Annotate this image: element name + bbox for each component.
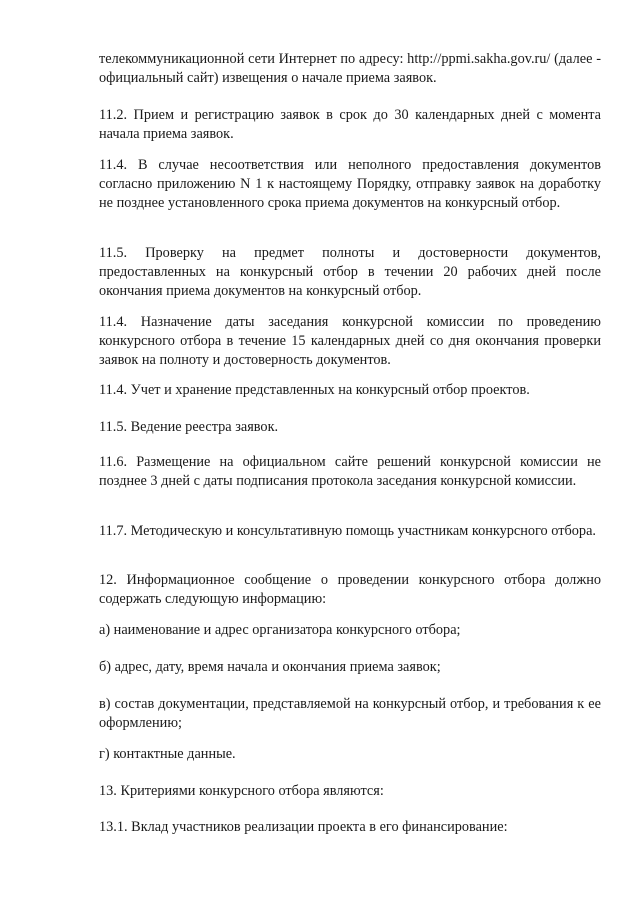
- paragraph-11-5-b: 11.5. Ведение реестра заявок.: [99, 419, 279, 435]
- paragraph-13: 13. Критериями конкурсного отбора являются:: [99, 783, 384, 799]
- paragraph-12-v: в) состав документации, представляемой на конкурсный отбор, и требования к ее оформлению;: [99, 696, 601, 731]
- paragraph-11-4-c: 11.4. Учет и хранение представленных на конкурсный отбор проектов.: [99, 382, 530, 398]
- paragraph-11-4-a: 11.4. В случае несоответствия или неполного предоставления документов согласно приложению N 1 к настоящему Порядку, отправку заявок на доработку не позднее установленного срока приема документов на конкурсный отбор.: [99, 157, 601, 211]
- paragraph-11-6: 11.6. Размещение на официальном сайте решений конкурсной комиссии не позднее 3 дней с даты подписания протокола заседания конкурсной комиссии.: [99, 454, 601, 489]
- paragraph-12: 12. Информационное сообщение о проведении конкурсного отбора должно содержать следующую информацию:: [99, 572, 601, 607]
- paragraph-12-g: г) контактные данные.: [99, 746, 236, 762]
- paragraph-intro: телекоммуникационной сети Интернет по адресу: http://ppmi.sakha.gov.ru/ (далее - официальный сайт) извещения о начале приема заявок.: [99, 51, 601, 86]
- paragraph-12-a: а) наименование и адрес организатора конкурсного отбора;: [99, 622, 461, 638]
- paragraph-11-7: 11.7. Методическую и консультативную помощь участникам конкурсного отбора.: [99, 523, 596, 539]
- paragraph-11-5-a: 11.5. Проверку на предмет полноты и достоверности документов, предоставленных на конкурсный отбор в течении 20 рабочих дней после окончания приема документов на конкурсный отбор.: [99, 245, 601, 299]
- paragraph-11-2: 11.2. Прием и регистрацию заявок в срок до 30 календарных дней с момента начала приема заявок.: [99, 107, 601, 142]
- paragraph-13-1: 13.1. Вклад участников реализации проекта в его финансирование:: [99, 819, 508, 835]
- paragraph-12-b: б) адрес, дату, время начала и окончания приема заявок;: [99, 659, 441, 675]
- paragraph-11-4-b: 11.4. Назначение даты заседания конкурсной комиссии по проведению конкурсного отбора в течение 15 календарных дней со дня окончания проверки заявок на полноту и достоверность документов.: [99, 314, 601, 368]
